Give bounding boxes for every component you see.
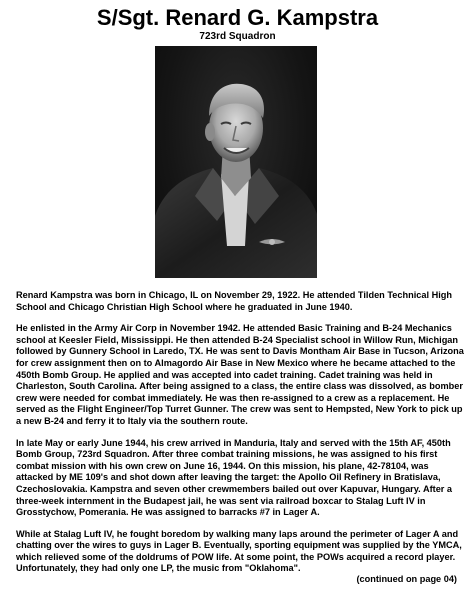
squadron-subtitle: 723rd Squadron bbox=[199, 31, 276, 42]
paragraph-enlistment: He enlisted in the Army Air Corp in November 1942. He attended Basic Training and B-24 Mechanics school at Keesler Field, Mississippi. He then attended B-24 Specialist school in Willow Run, Michigan followed by Gunnery School in Laredo, TX. He was sent to Davis Montham Air Base in Tucson, Arizona for crew assignment then on to Almagordo Air Base in New Mexico where he became attached to the 450th Bomb Group. He applied and was accepted into cadet training. Cadet training was held in Charleston, South Carolina. After being assigned to a class, the entire class was dissolved, as bomber crew were needed for combat immediately. He was then re-assigned to a crew as a replacement. He served as the Flight Engineer/Top Turret Gunner. The crew was sent to Hempsted, New York to pick up a new B-24 and ferry it to Italy via the southern route. bbox=[16, 323, 464, 426]
paragraph-combat: In late May or early June 1944, his crew arrived in Manduria, Italy and served with the 15th AF, 450th Bomb Group, 723rd Squadron. After three combat training missions, he was assigned to his first combat mission with his own crew on June 16, 1944. On this mission, his plane, 42-78104, was attacked by ME 109's and shot down after leaving the target: the Apollo Oil Refinery in Bratislava, Czechoslovakia. Kampstra and seven other crewmembers bailed out over Kapuvar, Hungary. After a three-week internment in the Budapest jail, he was sent via railroad boxcar to Stalag Luft IV in Grosstychow, Pomerania. He was assigned to barracks #7 in Lager A. bbox=[16, 437, 453, 518]
page-title: S/Sgt. Renard G. Kampstra bbox=[96, 5, 379, 30]
paragraph-stalag: While at Stalag Luft IV, he fought boredom by walking many laps around the perimeter of Lager A and chatting over the wires to guys in Lager B. Eventually, sporting equipment was supplied by the YMCA, which relieved some of the doldrums of POW life. At some point, the POWs acquired a record player. Unfortunately, they had only one LP, the music from "Oklahoma". bbox=[16, 528, 462, 574]
portrait-photo bbox=[155, 46, 317, 278]
paragraph-birth: Renard Kampstra was born in Chicago, IL on November 29, 1922. He attended Tilden Technical High School and Chicago Christian High School where he graduated in June 1940. bbox=[16, 290, 453, 312]
portrait-illustration bbox=[155, 46, 317, 278]
continued-note: (continued on page 04) bbox=[356, 574, 457, 584]
biography-text bbox=[16, 290, 464, 585]
